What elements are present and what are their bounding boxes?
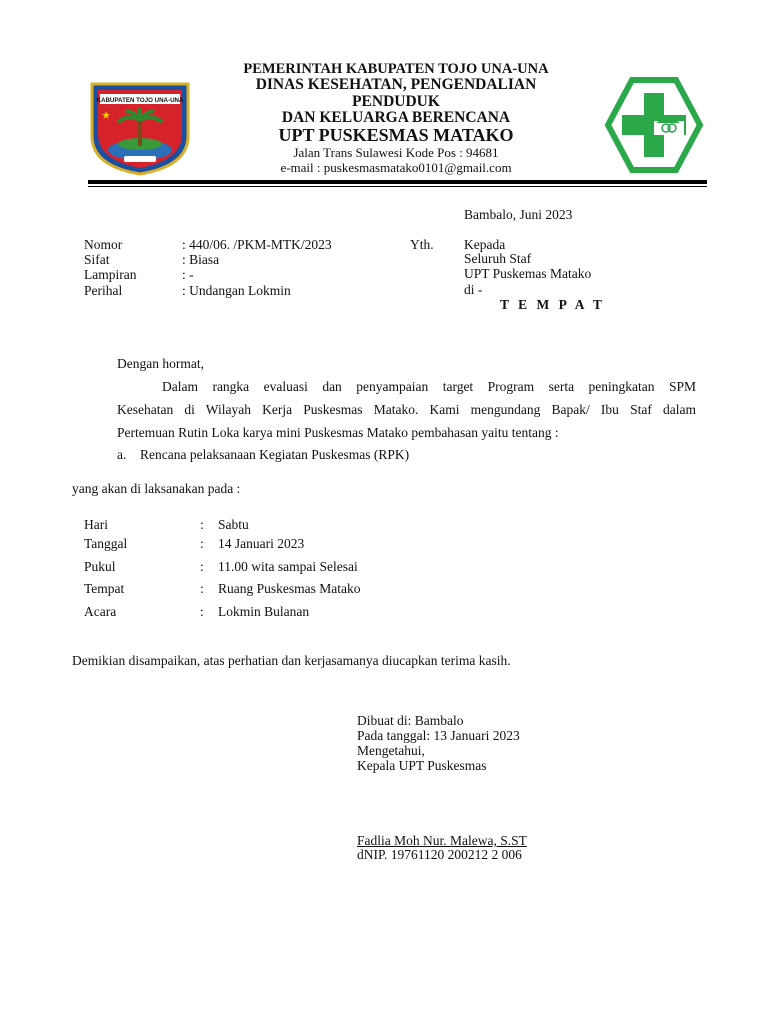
schedule-colon: : (200, 604, 204, 619)
signature-made-at: Dibuat di: Bambalo (357, 713, 464, 728)
letterhead-email: e-mail : puskesmasmatako0101@gmail.com (280, 160, 512, 175)
schedule-label-acara: Acara (84, 604, 117, 619)
body-paragraph-line2: Kesehatan di Wilayah Kerja Puskesmas Matako. Kami mengundang Bapak/ Ibu Staf dalam (117, 402, 696, 417)
schedule-label-tanggal: Tanggal (84, 536, 128, 551)
recipient-yth: Yth. (410, 237, 434, 252)
signatory-nip: dNIP. 19761120 200212 2 006 (357, 847, 522, 862)
recipient-line-di: di - (464, 282, 483, 297)
schedule-label-hari: Hari (84, 517, 108, 532)
schedule-value-hari: Sabtu (218, 517, 249, 532)
list-marker: a. (117, 447, 127, 462)
recipient-line-unit: UPT Puskemas Matako (464, 266, 592, 281)
header-divider-thin (88, 186, 707, 187)
schedule-label-tempat: Tempat (84, 581, 125, 596)
meta-label-lampiran: Lampiran (84, 267, 137, 282)
list-item: Rencana pelaksanaan Kegiatan Puskesmas (RPK) (140, 447, 410, 462)
letterhead-agency-line2: PENDUDUK (352, 93, 440, 110)
recipient-line-tempat: T E M P A T (500, 297, 605, 312)
meta-label-sifat: Sifat (84, 252, 110, 267)
schedule-colon: : (200, 559, 204, 574)
meta-label-perihal: Perihal (84, 283, 123, 298)
schedule-value-acara: Lokmin Bulanan (218, 604, 310, 619)
schedule-value-pukul: 11.00 wita sampai Selesai (218, 559, 358, 574)
body-paragraph-line1: Dalam rangka evaluasi dan penyampaian target Program serta peningkatan SPM (162, 379, 696, 394)
schedule-value-tanggal: 14 Januari 2023 (218, 536, 305, 551)
letterhead-unit: UPT PUSKESMAS MATAKO (278, 125, 514, 145)
logo-lettering: KABUPATEN TOJO UNA-UNA (96, 97, 184, 104)
schedule-colon: : (200, 581, 204, 596)
letterhead-address: Jalan Trans Sulawesi Kode Pos : 94681 (293, 145, 499, 160)
letterhead-government: PEMERINTAH KABUPATEN TOJO UNA-UNA (243, 61, 549, 77)
schedule-value-tempat: Ruang Puskesmas Matako (218, 581, 361, 596)
letter-place-date: Bambalo, Juni 2023 (464, 207, 573, 222)
body-paragraph-line3: Pertemuan Rutin Loka karya mini Puskesmas Matako pembahasan yaitu tentang : (117, 425, 559, 440)
signature-known: Mengetahui, (357, 743, 425, 758)
meta-value-sifat: : Biasa (182, 252, 220, 267)
letterhead-agency-line3: DAN KELUARGA BERENCANA (281, 109, 511, 126)
signature-date: Pada tanggal: 13 Januari 2023 (357, 728, 520, 743)
greeting: Dengan hormat, (117, 356, 204, 371)
signature-title: Kepala UPT Puskesmas (357, 758, 487, 773)
meta-value-perihal: : Undangan Lokmin (182, 283, 291, 298)
health-cross-icon (604, 77, 704, 173)
meta-value-lampiran: : - (182, 267, 194, 282)
regency-logo (88, 80, 192, 176)
schedule-colon: : (200, 517, 204, 532)
header-divider (88, 180, 707, 184)
letterhead-agency-line1: DINAS KESEHATAN, PENGENDALIAN (255, 76, 537, 93)
schedule-colon: : (200, 536, 204, 551)
recipient-line-kepada: Kepada (464, 237, 506, 252)
recipient-line-staff: Seluruh Staf (464, 251, 532, 266)
closing-sentence: Demikian disampaikan, atas perhatian dan kerjasamanya diucapkan terima kasih. (72, 653, 511, 668)
schedule-intro: yang akan di laksanakan pada : (72, 481, 241, 496)
signatory-name: Fadlia Moh Nur. Malewa, S.ST (357, 833, 527, 848)
meta-value-nomor: : 440/06. /PKM-MTK/2023 (182, 237, 332, 252)
schedule-label-pukul: Pukul (84, 559, 116, 574)
meta-label-nomor: Nomor (84, 237, 123, 252)
